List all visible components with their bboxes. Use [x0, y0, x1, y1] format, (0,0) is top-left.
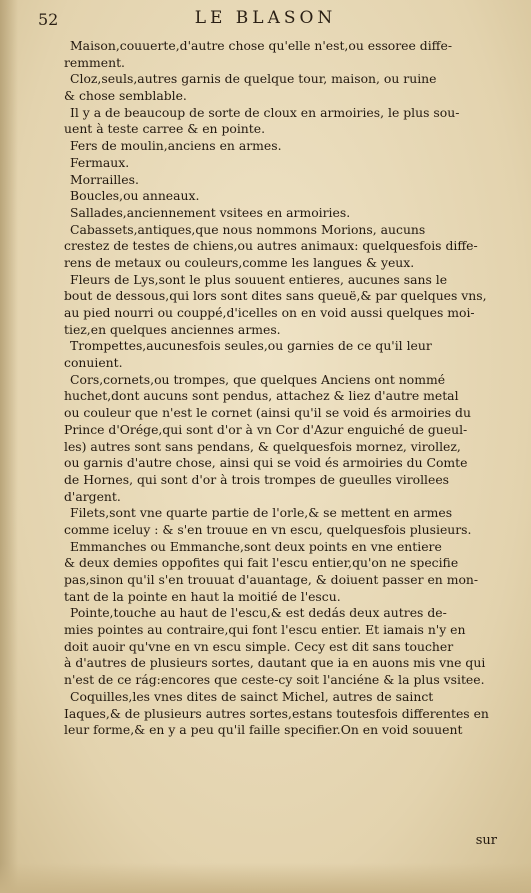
paragraph: [64, 372, 500, 506]
paragraph: [64, 105, 500, 138]
paragraph: [64, 138, 500, 155]
page-shadow-left: [0, 0, 18, 893]
text-line: mies pointes au contraire,qui font l'escu entier. Et iamais n'y en: [64, 622, 466, 638]
catchword: sur: [475, 833, 497, 848]
text-line: pas,sinon qu'il s'en trouuat d'auantage, & doiuent passer en mon-: [64, 572, 479, 587]
paragraph: [64, 222, 500, 272]
text-line: tiez,en quelques anciennes armes.: [64, 321, 281, 337]
running-head: LE BLASON: [194, 8, 337, 28]
paragraph: [64, 272, 500, 339]
text-line: comme iceluy : & s'en trouue en vn escu, quelquesfois plusieurs.: [64, 521, 472, 537]
text-line: huchet,dont aucuns sont pendus, attachez & liez d'autre metal: [64, 388, 459, 404]
text-line: Cors,cornets,ou trompes, que quelques Anciens ont nommé: [70, 371, 446, 387]
text-line: rens de metaux ou couleurs,comme les langues & yeux.: [64, 254, 415, 270]
text-line: doit auoir qu'vne en vn escu simple. Cecy est dit sans toucher: [64, 638, 454, 654]
paragraph: [64, 605, 500, 688]
paragraph: [64, 155, 500, 172]
paragraph: [64, 338, 500, 371]
text-line: Cloz,seuls,autres garnis de quelque tour, maison, ou ruine: [70, 71, 437, 87]
text-line: Iaques,& de plusieurs autres sortes,estans toutesfois differentes en: [64, 705, 489, 721]
text-line: Trompettes,aucunesfois seules,ou garnies de ce qu'il leur: [70, 338, 432, 354]
text-line: Il y a de beaucoup de sorte de cloux en armoiries, le plus sou-: [70, 104, 460, 120]
paragraph: [64, 71, 500, 104]
text-line: ou couleur que n'est le cornet (ainsi qu'il se void és armoiries du: [64, 405, 471, 421]
text-line: Fleurs de Lys,sont le plus souuent entieres, aucunes sans le: [70, 271, 448, 287]
paragraph: [64, 38, 500, 71]
text-line: Emmanches ou Emmanche,sont deux points en vne entiere: [70, 538, 442, 554]
text-line: conuient.: [64, 355, 123, 371]
text-line: Sallades,anciennement vsitees en armoiries.: [70, 204, 351, 220]
page-shadow-bottom: [0, 863, 531, 893]
text-line: tant de la pointe en haut la moitié de l'escu.: [64, 588, 341, 604]
text-line: n'est de ce rág:encores que ceste-cy soit l'anciéne & la plus vsitee.: [64, 672, 485, 688]
text-line: d'argent.: [64, 488, 121, 504]
text-line: Filets,sont vne quarte partie de l'orle,& se mettent en armes: [70, 505, 453, 521]
text-line: Coquilles,les vnes dites de sainct Michel, autres de sainct: [70, 688, 434, 704]
text-line: Prince d'Orége,qui sont d'or à vn Cor d'Azur enguiché de gueul-: [64, 421, 468, 437]
paragraph: [64, 205, 500, 222]
text-line: Maison,couuerte,d'autre chose qu'elle n'est,ou essoree diffe-: [70, 38, 453, 53]
text-line: Fers de moulin,anciens en armes.: [70, 138, 282, 154]
text-line: Pointe,touche au haut de l'escu,& est dedás deux autres de-: [70, 605, 447, 621]
text-line: remment.: [64, 54, 125, 70]
text-line: bout de dessous,qui lors sont dites sans queuë,& par quelques vns,: [64, 288, 487, 304]
text-line: Morrailles.: [70, 171, 139, 187]
text-line: de Hornes, qui sont d'or à trois trompes de gueulles virollees: [64, 471, 450, 487]
text-line: Boucles,ou anneaux.: [70, 188, 200, 204]
paragraph: [64, 172, 500, 189]
text-line: à d'autres de plusieurs sortes, dautant que ia en auons mis vne qui: [64, 655, 486, 671]
body-text: [64, 38, 500, 739]
text-line: au pied nourri ou couppé,d'icelles on en void aussi quelques moi-: [64, 305, 475, 320]
text-line: ou garnis d'autre chose, ainsi qui se void és armoiries du Comte: [64, 455, 468, 471]
text-line: les) autres sont sans pendans, & quelquesfois mornez, virollez,: [64, 438, 461, 454]
paragraph: [64, 505, 500, 538]
paragraph: [64, 539, 500, 606]
page-number: 52: [38, 10, 59, 29]
text-line: & chose semblable.: [64, 88, 187, 104]
paragraph: [64, 188, 500, 205]
paragraph: [64, 689, 500, 739]
text-line: Fermaux.: [70, 154, 130, 170]
text-line: & deux demies oppofites qui fait l'escu entier,qu'on ne specifie: [64, 555, 459, 571]
text-line: Cabassets,antiques,que nous nommons Morions, aucuns: [70, 221, 426, 237]
text-line: uent à teste carree & en pointe.: [64, 121, 266, 137]
text-line: crestez de testes de chiens,ou autres animaux: quelquesfois diffe-: [64, 238, 478, 254]
text-line: leur forme,& en y a peu qu'il faille specifier.On en void souuent: [64, 722, 463, 738]
